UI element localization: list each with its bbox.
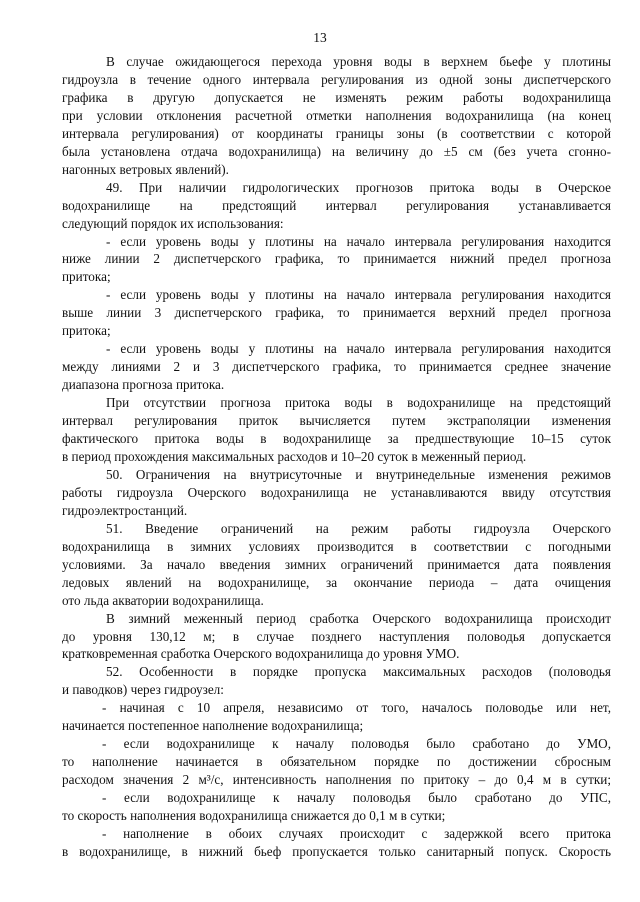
text-line: - если уровень воды у плотины на начало интервала регулирования находится — [106, 233, 611, 249]
text-line: ниже линии 2 диспетчерского графика, то принимается нижний предел прогноза — [62, 251, 611, 267]
text-line: ледовых явлений на водохранилище, за окончание периода – дата очищения — [62, 574, 611, 590]
text-line: и паводков) через гидроузел: — [62, 682, 224, 698]
text-line: ото льда акватории водохранилища. — [62, 592, 264, 608]
text-line: графика в другую допускается не изменять режим работы водохранилища — [62, 89, 611, 105]
text-line: работы гидроузла Очерского водохранилища не устанавливаются ввиду отсутствия — [62, 484, 611, 500]
text-line: то скорость наполнения водохранилища снижается до 0,1 м в сутки; — [62, 808, 446, 824]
text-line: 49. При наличии гидрологических прогнозов притока воды в Очерское — [106, 179, 611, 195]
text-line: При отсутствии прогноза притока воды в водохранилище на предстоящий — [106, 395, 611, 411]
text-line: - если водохранилище к началу половодья было сработано до УМО, — [102, 736, 611, 752]
text-line: была установлена отдача водохранилища) на величину до ±5 см (без учета сгонно- — [62, 143, 611, 159]
page-number: 13 — [313, 30, 327, 45]
text-line: кратковременная сработка Очерского водохранилища до уровня УМО. — [62, 646, 460, 662]
text-line: В случае ожидающегося перехода уровня воды в верхнем бьефе у плотины — [106, 54, 611, 69]
text-line: фактического притока воды в водохранилище за предшествующие 10–15 суток — [62, 431, 611, 447]
text-line: следующий порядок их использования: — [62, 215, 284, 231]
text-line: 52. Особенности в порядке пропуска максимальных расходов (половодья — [106, 664, 611, 680]
text-line: гидроэлектростанций. — [62, 502, 188, 518]
text-line: интервала регулирования) от координаты границы зоны (в соответствии с которой — [62, 125, 611, 141]
text-line: нагонных ветровых явлений). — [62, 161, 229, 177]
text-line: расходом значения 2 м³/с, интенсивность наполнения по притоку – до 0,4 м в сутки; — [62, 772, 611, 788]
text-line: притока; — [62, 269, 111, 285]
text-line: гидроузла в течение одного интервала регулирования из одной зоны диспетчерского — [62, 71, 611, 87]
text-line: - наполнение в обоих случаях происходит с задержкой всего притока — [102, 825, 611, 841]
text-line: при условии отклонения расчетной отметки наполнения водохранилища (на конец — [62, 107, 611, 123]
text-line: 51. Введение ограничений на режим работы гидроузла Очерского — [106, 520, 611, 536]
text-line: 50. Ограничения на внутрисуточные и внутринедельные изменения режимов — [106, 466, 611, 482]
text-line: В зимний меженный период сработка Очерского водохранилища происходит — [106, 610, 611, 626]
text-line: - если уровень воды у плотины на начало интервала регулирования находится — [106, 341, 611, 357]
text-line: в период прохождения максимальных расходов и 10–20 суток в меженный период. — [62, 448, 527, 464]
text-line: выше линии 3 диспетчерского графика, то принимается верхний предел прогноза — [62, 305, 611, 321]
text-line: условиями. За начало введения зимних ограничений принимается дата появления — [62, 556, 611, 572]
text-line: водохранилища в зимних условиях производится в соответствии с погодными — [62, 538, 611, 554]
text-line: в водохранилище, в нижний бьеф пропускается только санитарный попуск. Скорость — [62, 843, 611, 859]
text-line: до уровня 130,12 м; в случае позднего наступления половодья допускается — [62, 628, 611, 644]
text-line: - начиная с 10 апреля, независимо от того, началось половодье или нет, — [102, 700, 611, 716]
document-body — [62, 53, 611, 861]
text-line: диапазона прогноза притока. — [62, 377, 225, 393]
text-line: притока; — [62, 323, 111, 339]
text-line: водохранилище на предстоящий интервал регулирования устанавливается — [62, 197, 611, 213]
text-line: интервал регулирования приток вычисляется путем экстраполяции изменения — [62, 413, 611, 429]
text-line: - если водохранилище к началу половодья было сработано до УПС, — [102, 790, 611, 806]
text-line: между линиями 2 и 3 диспетчерского графика, то принимается среднее значение — [62, 359, 611, 375]
text-line: начинается постепенное наполнение водохранилища; — [62, 718, 364, 734]
text-line: - если уровень воды у плотины на начало интервала регулирования находится — [106, 287, 611, 303]
text-line: то наполнение начинается в обязательном порядке по достижении сбросным — [62, 754, 611, 770]
